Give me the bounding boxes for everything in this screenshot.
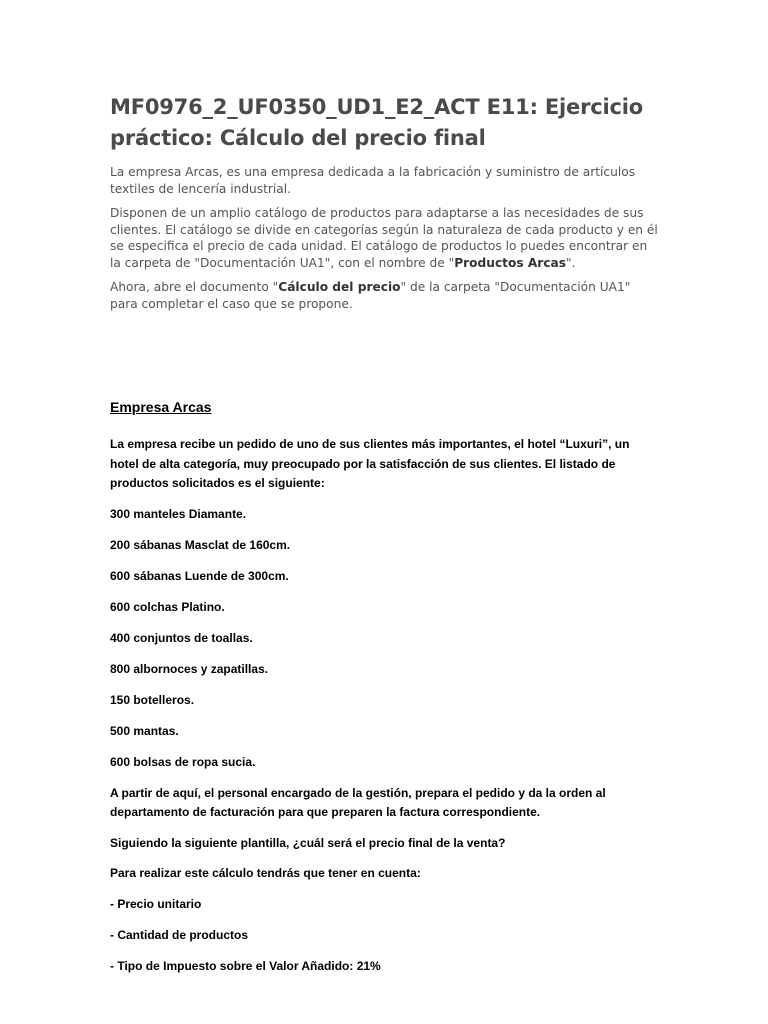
product-item: 200 sábanas Masclat de 160cm.: [110, 537, 291, 552]
intro-paragraph-3-text: Ahora, abre el documento ": [110, 280, 279, 294]
calculo-precio-bold: Cálculo del precio: [278, 280, 401, 294]
product-item: 800 albornoces y zapatillas.: [110, 661, 269, 676]
document-paragraph-3: Siguiendo la siguiente plantilla, ¿cuál será el precio final de la venta?: [110, 835, 506, 850]
consideration-item: - Precio unitario: [110, 896, 202, 911]
intro-paragraph-3-end: " de la carpeta "Documentación UA1" para completar el caso que se propone.: [110, 280, 631, 311]
document-paragraph-2: A partir de aquí, el personal encargado de la gestión, prepara el pedido y da la orden al departamento de facturación para que preparen la factura correspondiente.: [110, 785, 606, 819]
document-heading: Empresa Arcas: [110, 399, 212, 415]
intro-paragraph-2: [110, 205, 658, 271]
product-item: 600 colchas Platino.: [110, 599, 225, 614]
consideration-item: - Tipo de Impuesto sobre el Valor Añadido: 21%: [110, 958, 381, 973]
intro-paragraph-2-end: ".: [566, 255, 576, 270]
intro-paragraph-1: La empresa Arcas, es una empresa dedicada a la fabricación y suministro de artículos textiles de lencería industrial.: [110, 165, 636, 196]
intro-paragraph-3: [110, 279, 658, 312]
page-title: MF0976_2_UF0350_UD1_E2_ACT E11: Ejercicio práctico: Cálculo del precio final: [110, 95, 643, 150]
intro-paragraph-2-text: Disponen de un amplio catálogo de productos para adaptarse a las necesidades de sus clientes. El catálogo se divide en categorías según la naturaleza de cada producto y en él se especifica el precio de cada unidad. El catálogo de productos lo puedes encontrar en la carpeta de "Documentación UA1", con el nombre de ": [110, 206, 658, 270]
document-paragraph-4: Para realizar este cálculo tendrás que tener en cuenta:: [110, 866, 421, 880]
intro-text: [110, 164, 658, 312]
exercise-header: [110, 92, 658, 320]
product-item: 300 manteles Diamante.: [110, 506, 247, 521]
product-item: 500 mantas.: [110, 723, 179, 738]
embedded-document: [110, 397, 658, 988]
document-paragraph-1: La empresa recibe un pedido de uno de sus clientes más importantes, el hotel “Luxuri”, un hotel de alta categoría, muy preocupado por la satisfacción de sus clientes. El listado de productos solicitados es el siguiente:: [110, 437, 630, 490]
product-item: 600 sábanas Luende de 300cm.: [110, 568, 289, 583]
product-item: 150 botelleros.: [110, 692, 195, 707]
productos-arcas-bold: Productos Arcas: [454, 255, 567, 270]
product-item: 600 bolsas de ropa sucia.: [110, 754, 256, 769]
consideration-item: - Cantidad de productos: [110, 927, 248, 942]
product-item: 400 conjuntos de toallas.: [110, 630, 253, 645]
